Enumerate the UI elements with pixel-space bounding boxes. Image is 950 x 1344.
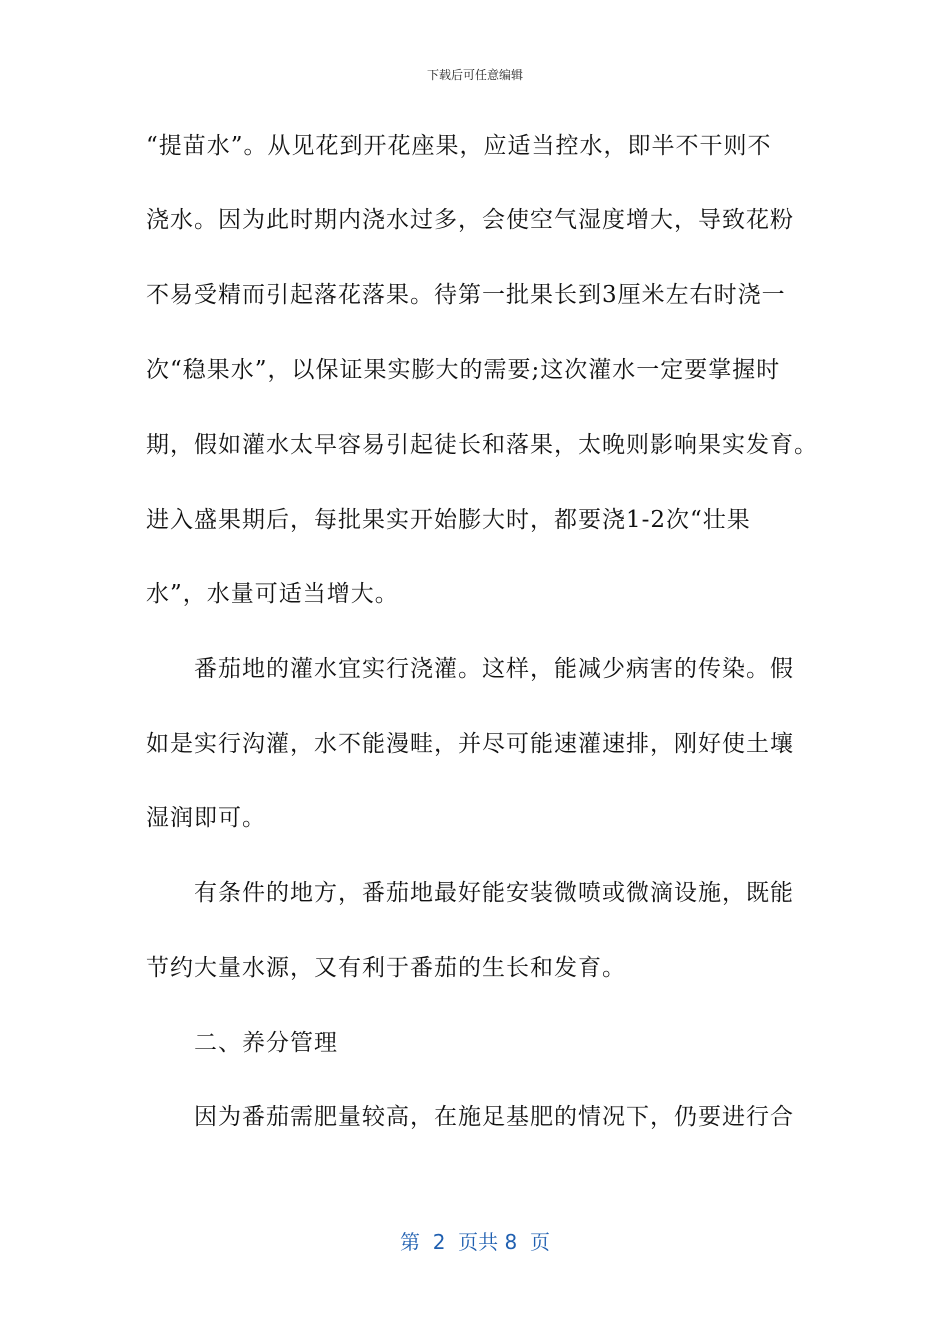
text-line: 如是实行沟灌，水不能漫畦，并尽可能速灌速排，刚好使土壤	[146, 731, 794, 757]
text-line: 期，假如灌水太早容易引起徒长和落果，太晚则影响果实发育。	[146, 432, 818, 458]
paragraph-first-line: 番茄地的灌水宜实行浇灌。这样，能减少病害的传染。假	[194, 656, 794, 682]
paragraph-first-line: 有条件的地方，番茄地最好能安装微喷或微滴设施，既能	[194, 880, 794, 906]
text-line: 湿润即可。	[146, 805, 266, 831]
section-heading: 二、养分管理	[194, 1030, 338, 1056]
text-line: “提苗水”。从见花到开花座果，应适当控水，即半不干则不	[146, 133, 772, 159]
page-number-footer: 第 2 页共 8 页	[400, 1230, 550, 1254]
text-line: 水”，水量可适当增大。	[146, 581, 399, 607]
text-line: 浇水。因为此时期内浇水过多，会使空气湿度增大，导致花粉	[146, 207, 794, 233]
text-line: 进入盛果期后，每批果实开始膨大时，都要浇1-2次“壮果	[146, 507, 751, 533]
paragraph-first-line: 因为番茄需肥量较高，在施足基肥的情况下，仍要进行合	[194, 1104, 794, 1130]
text-line: 次“稳果水”，以保证果实膨大的需要;这次灌水一定要掌握时	[146, 357, 781, 383]
text-line: 节约大量水源，又有利于番茄的生长和发育。	[146, 955, 626, 981]
page-header-note: 下载后可任意编辑	[426, 68, 523, 82]
text-line: 不易受精而引起落花落果。待第一批果长到3厘米左右时浇一	[146, 282, 786, 308]
